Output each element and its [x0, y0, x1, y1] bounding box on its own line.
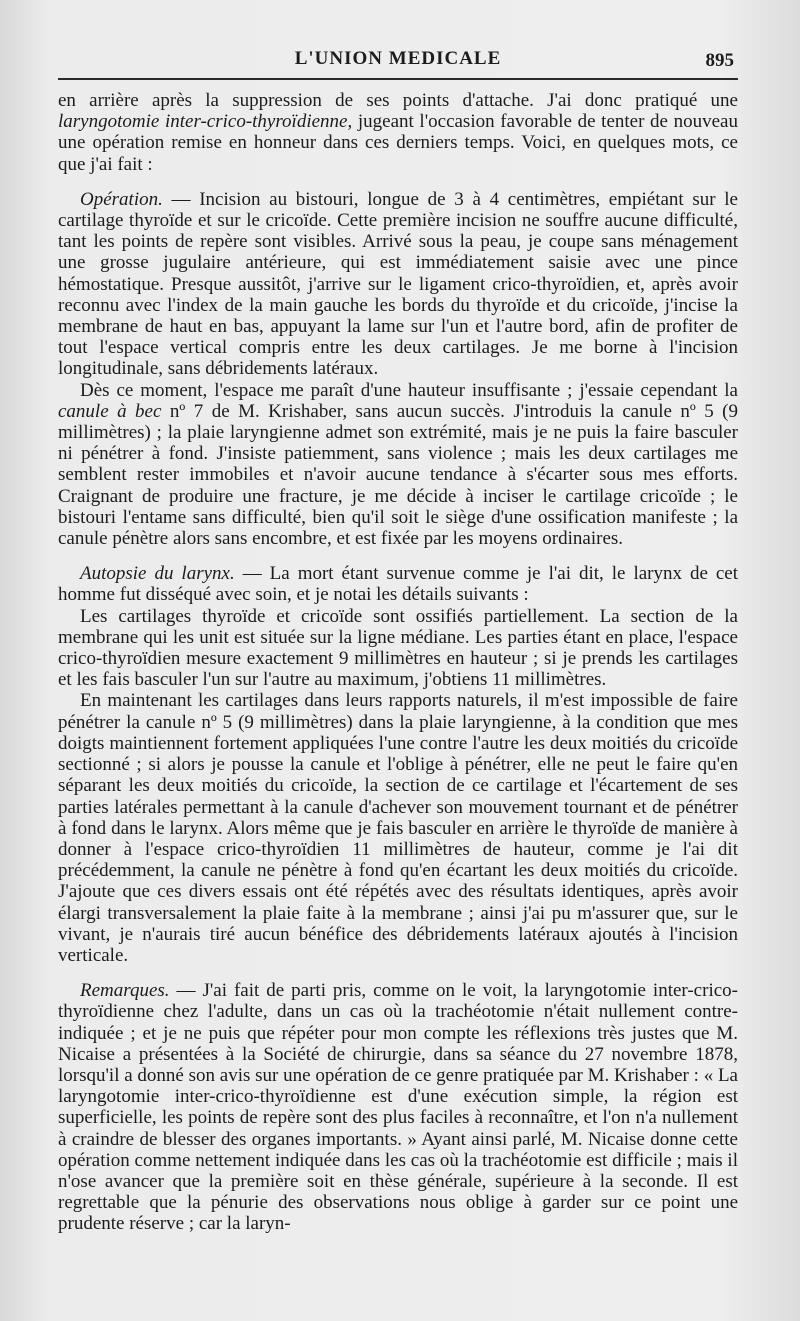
text-run: — Incision au bistouri, longue de 3 à 4 centimètres, empiétant sur le cartilage thyroïde et sur le cricoïde. Cette première incision ne souffre aucune difficulté, tant les points de repère sont visibles. Arrivé sous la peau, je coupe sans ménagement une grosse jugulaire antérieure, qui est immédiatement saisie avec une pince hémostatique. Presque aussitôt, j'arrive sur le ligament crico-thyroïdien, et, après avoir reconnu avec l'index de la main gauche les bords du thyroïde et du cricoïde, j'incise la membrane de haut en bas, appuyant la lame sur l'un et l'autre bord, afin de profiter de tout l'espace vertical compris entre les deux cartilages. Je me borne à l'incision longitudinale, sans débridements latéraux. — [58, 188, 738, 380]
running-header — [58, 44, 738, 74]
italic-run: canule à bec — [58, 400, 162, 422]
italic-run: Opération. — [80, 188, 163, 210]
paragraph — [58, 380, 738, 550]
paragraph — [58, 189, 738, 380]
text-run: , jugeant l'occasion favorable de tenter de nouveau une opération remise en honneur dans ces derniers temps. Voici, en quelques mots, ce que j'ai fait : — [58, 111, 738, 175]
page-number: 895 — [705, 50, 734, 71]
paragraph — [58, 606, 738, 691]
text-run: — La mort étant survenue comme je l'ai dit, le larynx de cet homme fut disséqué avec soin, et je notai les détails suivants : — [58, 563, 739, 606]
paragraph — [58, 90, 738, 175]
text-run: Dès ce moment, l'espace me paraît d'une hauteur insuffisante ; j'essaie cependant la — [80, 379, 738, 401]
body-text — [58, 90, 738, 1235]
italic-run: laryngotomie inter-crico-thyroïdienne — [58, 111, 348, 133]
header-rule — [58, 78, 738, 80]
paragraph — [58, 563, 738, 605]
text-run: nº 7 de M. Krishaber, sans aucun succès. J'introduis la canule nº 5 (9 millimètres) ; la plaie laryngienne admet son extrémité, mais je ne puis la faire basculer ni pénétrer à fond. J'insiste patiemment, sans violence ; mais les deux cartilages me semblent rester immobiles et n'avoir aucune tendance à s'écarter sous mes efforts. Craignant de produire une fracture, je me décide à inciser le cartilage cricoïde ; le bistouri l'entame sans difficulté, bien qu'il soit le siège d'une ossification manifeste ; la canule pénètre alors sans encombre, et est fixée par les moyens ordinaires. — [58, 400, 739, 550]
text-run: Les cartilages thyroïde et cricoïde sont ossifiés partiellement. La section de la membrane qui les unit est située sur la ligne médiane. Les parties étant en place, l'espace crico-thyroïdien mesure exactement 9 millimètres en hauteur ; si je prends les cartilages et les fais basculer l'un sur l'autre au maximum, j'obtiens 11 millimètres. — [58, 605, 738, 691]
paragraph — [58, 980, 738, 1234]
journal-title: L'UNION MEDICALE — [294, 48, 502, 69]
paragraph — [58, 690, 738, 966]
text-run: — J'ai fait de parti pris, comme on le voit, la laryngotomie inter-crico-thyroïdienne chez l'adulte, dans un cas où la trachéotomie n'était nullement contre-indiquée ; et je ne puis que répéter pour mon compte les réflexions très justes que M. Nicaise a présentées à la Société de chirurgie, dans sa séance du 27 novembre 1878, lorsqu'il a donné son avis sur une opération de ce genre pratiquée par M. Krishaber : « La laryngotomie inter-crico-thyroïdienne est d'une exécution simple, la région est superficielle, les points de repère sont des plus faciles à reconnaître, et l'on n'a nullement à craindre de blesser des organes importants. » Ayant ainsi parlé, M. Nicaise donne cette opération comme nettement indiquée dans les cas où la trachéotomie est difficile ; mais il n'ose avancer que la première soit en thèse générale, supérieure à la seconde. Il est regrettable que la pénurie des observations nous oblige à garder sur ce point une prudente réserve ; car la laryn- — [58, 980, 738, 1235]
italic-run: Remarques. — [80, 980, 170, 1002]
text-run: en arrière après la suppression de ses points d'attache. J'ai donc pratiqué une — [58, 90, 738, 111]
italic-run: Autopsie du larynx. — [80, 563, 235, 585]
text-run: En maintenant les cartilages dans leurs rapports naturels, il m'est impossible de faire pénétrer la canule nº 5 (9 millimètres) dans la plaie laryngienne, à la condition que mes doigts maintiennent fortement appliquées l'une contre l'autre les deux moitiés du cricoïde sectionné ; si alors je pousse la canule et l'oblige à pénétrer, elle ne peut le faire qu'en séparant les deux moitiés du cricoïde, la section de ce cartilage et l'écartement de ses parties latérales permettant à la canule d'achever son mouvement tournant et de pénétrer à fond dans le larynx. Alors même que je fais basculer en arrière le thyroïde de manière à donner à l'espace crico-thyroïdien 11 millimètres de hauteur, comme je l'ai dit précédemment, la canule ne pénètre à fond qu'en écartant les deux moitiés du cricoïde. J'ajoute que ces divers essais ont été répétés avec des résultats identiques, après avoir élargi transversalement la plaie faite à la membrane ; ainsi j'ai pu m'assurer que, sur le vivant, je n'aurais tiré aucun bénéfice des débridements latéraux ajoutés à l'incision verticale. — [58, 690, 738, 966]
